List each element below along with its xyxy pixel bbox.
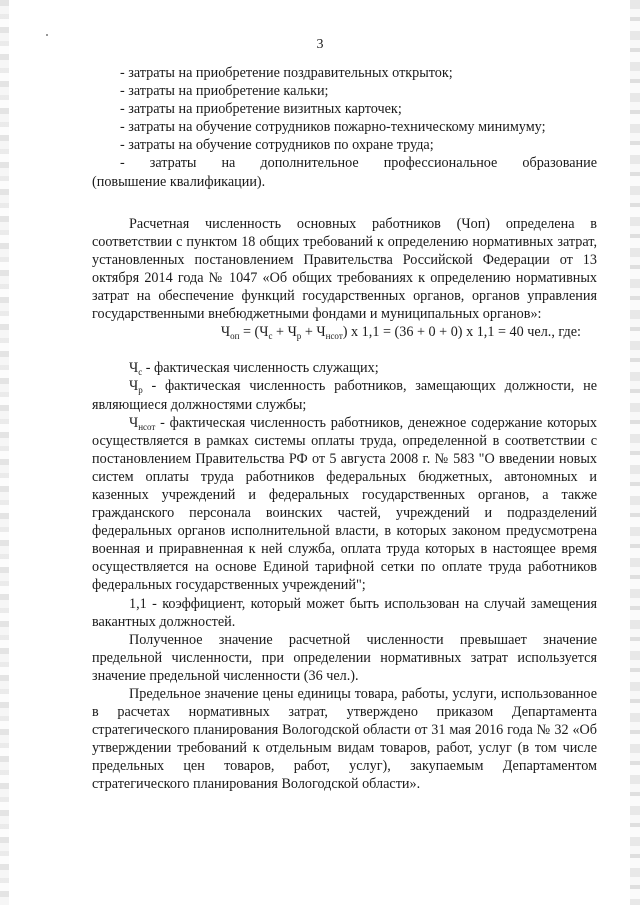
formula-sub-c: с: [268, 331, 273, 342]
list-item: - затраты на приобретение кальки;: [120, 83, 329, 100]
paragraph-staff-count: Расчетная численность основных работников (Чоп) определена в соответствии с пунктом 18 общих требований к определению нормативных затрат, установленных постановлением Правительства Российской Федерации от 13 октября 2014 года № 1047 «Об общих требованиях к определению нормативных затрат на обеспечение функций государственных органов, органов управления государственными внебюджетными фондами и муниципальных органов»:: [92, 215, 597, 323]
formula-plus1: + Ч: [272, 324, 297, 341]
formula: [92, 323, 597, 341]
list-item: - затраты на приобретение поздравительных открыток;: [120, 65, 453, 81]
def-ncot-sub: нсот: [138, 421, 156, 432]
list-item-last-line1: - затраты на дополнительное профессиональное образование: [120, 155, 597, 172]
formula-lhs: Ч: [220, 324, 231, 341]
scan-edge-left: [0, 0, 9, 905]
page-number: 3: [316, 37, 324, 52]
def-c-text: - фактическая численность служащих;: [142, 360, 379, 377]
def-ncot-text: - фактическая численность работников, денежное содержание которых осуществляется в рамках системы оплаты труда, определенной в соответствии с постановлением Правительства РФ от 5 августа 2008 г. № 583 "О введении новых систем оплаты труда работников федеральных бюджетных, автономных и казенных учреждений и федеральных государственных органов, а также гражданского персонала воинских частей, учреждений и подразделений федеральных органов исполнительной власти, в которых законом предусмотрена военная и приравненная к ней служба, оплата труда которых в настоящее время осуществляется на основе Единой тарифной сетки по оплате труда работников федеральных государственных учреждений";: [92, 414, 597, 594]
definition-coefficient: 1,1 - коэффициент, который может быть использован на случай замещения вакантных должностей.: [92, 595, 597, 630]
def-r-text: - фактическая численность работников, замещающих должности, не являющиеся должностями службы;: [92, 378, 597, 413]
definition-r: [92, 377, 597, 413]
paragraph-price-limit: Предельное значение цены единицы товара, работы, услуги, использованное в расчетах нормативных затрат, утверждено приказом Департамента стратегического планирования Вологодской области от 31 мая 2016 года № 32 «Об утверждении требований к отдельным видам товаров, работ, услуг (в том числе предельных цен товаров, работ, услуг), закупаемым Департаментом стратегического планирования Вологодской области».: [92, 686, 597, 793]
def-r-sub: р: [138, 385, 143, 396]
list-item: - затраты на обучение сотрудников по охране труда;: [120, 137, 434, 154]
document-body: [92, 64, 597, 794]
formula-sub-r: р: [296, 331, 302, 342]
scan-edge-right: [630, 0, 640, 905]
formula-lhs-sub: оп: [230, 331, 240, 342]
def-r-sym: Ч: [129, 378, 139, 395]
def-c-sub: с: [138, 367, 143, 378]
scan-speck: [46, 34, 48, 36]
formula-sub-ncot: нсот: [325, 331, 343, 342]
paragraph-result: Полученное значение расчетной численности превышает значение предельной численности, при определении нормативных затрат используется значение предельной численности (36 чел.).: [92, 631, 597, 684]
list-item: - затраты на приобретение визитных карточек;: [120, 101, 402, 118]
list-item: - затраты на обучение сотрудников пожарно-техническому минимуму;: [120, 119, 546, 136]
definition-ncot: [92, 414, 597, 595]
formula-rest: ) х 1,1 = (36 + 0 + 0) х 1,1 = 40 чел., где:: [342, 324, 581, 341]
definition-c: [92, 359, 597, 377]
def-c-sym: Ч: [129, 360, 139, 377]
def-ncot-sym: Ч: [129, 414, 139, 431]
list-item-last-line2: (повышение квалификации).: [92, 173, 266, 190]
formula-mid1: = (Ч: [239, 324, 269, 341]
formula-plus2: + Ч: [301, 324, 326, 341]
